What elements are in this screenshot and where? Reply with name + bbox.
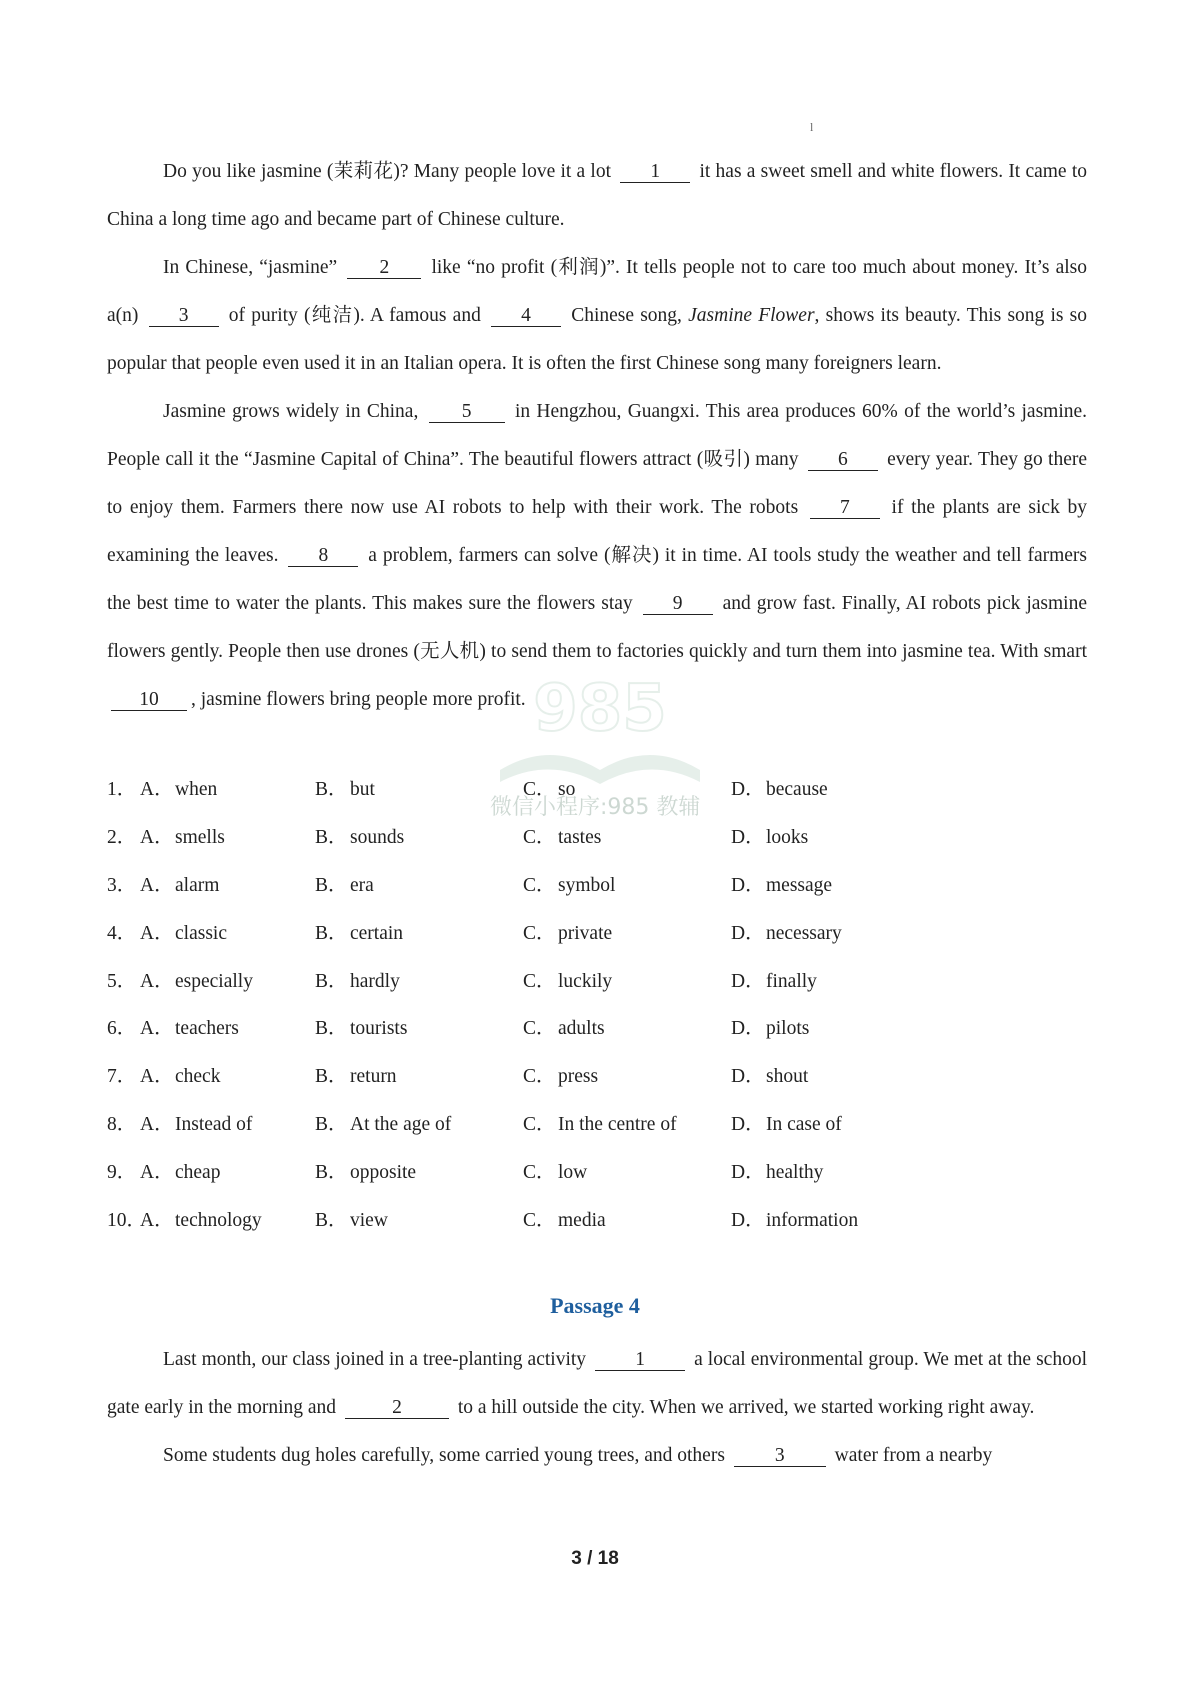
paragraph-1: Do you like jasmine (茉莉花)? Many people love it a lot 1 it has a sweet smell and white flowers. It came to China a long time ago and became part of Chinese culture.	[107, 161, 1087, 230]
question-number: 2．	[107, 826, 137, 848]
option-letter: C．	[523, 1066, 556, 1088]
option-letter: A．	[140, 874, 174, 896]
option-text: low	[558, 1162, 588, 1184]
option-letter: B．	[315, 1018, 348, 1040]
option-letter: D．	[731, 1018, 765, 1040]
blank-9: 9	[643, 594, 713, 615]
option-b	[315, 910, 523, 958]
p4-blank-2: 2	[345, 1398, 449, 1419]
option-d	[731, 910, 939, 958]
option-letter: A．	[140, 970, 174, 992]
passage-4-heading: Passage 4	[550, 1293, 640, 1318]
option-b	[315, 1149, 523, 1197]
paragraph-2: In Chinese, “jasmine” 2 like “no profit (利润)”. It tells people not to care too much about money. It’s also a(n) 3 of purity (纯洁). A famous and 4 Chinese song, Jasmine Flower, shows its beauty. This song is so popular that people even used it in an Italian opera. It is often the first Chinese song many foreigners learn.	[107, 257, 1088, 374]
option-letter: B．	[315, 1210, 348, 1232]
option-c	[523, 958, 731, 1006]
option-d	[731, 862, 939, 910]
option-letter: C．	[523, 1114, 556, 1136]
question-row	[107, 958, 1087, 1006]
option-c	[523, 1149, 731, 1197]
option-text: luckily	[558, 970, 613, 992]
question-row	[107, 1149, 1087, 1197]
question-number: 3．	[107, 874, 137, 896]
option-c	[523, 814, 731, 862]
option-text: technology	[175, 1210, 262, 1232]
option-c	[523, 1197, 731, 1245]
paragraph-4-1: Last month, our class joined in a tree-planting activity 1 a local environmental group. We met at the school gate early in the morning and 2 to a hill outside the city. When we arrived, we started working right away.	[107, 1349, 1088, 1418]
option-letter: C．	[523, 1162, 556, 1184]
option-letter: D．	[731, 1114, 765, 1136]
question-row	[107, 766, 1087, 814]
blank-2: 2	[347, 258, 421, 279]
blank-5: 5	[429, 402, 505, 423]
page-number: 3 / 18	[571, 1548, 619, 1569]
option-text: tourists	[350, 1018, 408, 1040]
option-text: symbol	[558, 874, 616, 896]
option-letter: D．	[731, 922, 765, 944]
option-b	[315, 958, 523, 1006]
passage-4	[107, 1336, 1087, 1480]
option-d	[731, 1149, 939, 1197]
question-row	[107, 910, 1087, 958]
option-letter: A．	[140, 826, 174, 848]
option-b	[315, 1197, 523, 1245]
option-text: alarm	[175, 874, 220, 896]
option-c	[523, 862, 731, 910]
option-text: healthy	[766, 1162, 824, 1184]
option-text: necessary	[766, 922, 842, 944]
blank-3: 3	[149, 306, 219, 327]
option-text: pilots	[766, 1018, 810, 1040]
option-c	[523, 910, 731, 958]
option-text: hardly	[350, 970, 400, 992]
option-letter: C．	[523, 970, 556, 992]
option-letter: B．	[315, 1066, 348, 1088]
option-text: return	[350, 1066, 397, 1088]
option-c	[523, 1053, 731, 1101]
question-number: 7．	[107, 1066, 137, 1088]
question-row	[107, 1005, 1087, 1053]
option-text: press	[558, 1066, 599, 1088]
page-mark: l	[810, 120, 814, 134]
option-text: when	[175, 779, 218, 800]
option-b	[315, 814, 523, 862]
option-text: so	[558, 779, 576, 800]
song-title: Jasmine Flower	[688, 305, 815, 326]
option-letter: B．	[315, 922, 348, 944]
blank-8: 8	[288, 546, 358, 567]
option-b	[315, 1053, 523, 1101]
option-a	[140, 766, 315, 814]
option-text: finally	[766, 970, 817, 992]
question-number: 6．	[107, 1018, 137, 1040]
option-text: view	[350, 1210, 388, 1232]
watermark-text: 微信小程序:985 教辅	[490, 795, 701, 820]
option-d	[731, 1053, 939, 1101]
option-text: In case of	[766, 1114, 842, 1136]
option-c	[523, 766, 731, 814]
watermark-logo-text: 985	[533, 672, 667, 746]
option-letter: A．	[140, 922, 174, 944]
option-a	[140, 862, 315, 910]
option-text: shout	[766, 1066, 809, 1088]
blank-6: 6	[808, 450, 878, 471]
p4-blank-3: 3	[734, 1446, 826, 1467]
option-letter: C．	[523, 1210, 556, 1232]
option-a	[140, 1197, 315, 1245]
option-letter: D．	[731, 1162, 765, 1184]
option-d	[731, 958, 939, 1006]
option-letter: D．	[731, 826, 765, 848]
option-a	[140, 1101, 315, 1149]
option-text: private	[558, 922, 613, 944]
option-b	[315, 862, 523, 910]
question-row	[107, 1101, 1087, 1149]
paragraph-4-2: Some students dug holes carefully, some carried young trees, and others 3 water from a nearby	[163, 1445, 993, 1466]
option-text: sounds	[350, 826, 405, 848]
option-letter: C．	[523, 1018, 556, 1040]
option-letter: C．	[523, 826, 556, 848]
option-a	[140, 958, 315, 1006]
option-letter: D．	[731, 874, 765, 896]
question-row	[107, 1053, 1087, 1101]
option-text: media	[558, 1210, 606, 1232]
option-text: check	[175, 1066, 221, 1088]
option-text: but	[350, 779, 375, 800]
option-letter: A．	[140, 1018, 174, 1040]
option-a	[140, 1005, 315, 1053]
option-letter: C．	[523, 922, 556, 944]
option-c	[523, 1005, 731, 1053]
option-letter: B．	[315, 1114, 348, 1136]
answer-options	[107, 766, 1087, 1245]
question-number: 4．	[107, 922, 137, 944]
option-a	[140, 1149, 315, 1197]
p4-blank-1: 1	[595, 1350, 685, 1371]
option-text: adults	[558, 1018, 605, 1040]
option-c	[523, 1101, 731, 1149]
option-letter: A．	[140, 1162, 174, 1184]
question-number: 5．	[107, 970, 137, 992]
question-row	[107, 1197, 1087, 1245]
blank-1: 1	[620, 162, 690, 183]
question-number: 10．	[107, 1210, 147, 1232]
blank-7: 7	[810, 498, 880, 519]
question-number: 1．	[107, 779, 137, 800]
option-letter: B．	[315, 970, 348, 992]
option-a	[140, 910, 315, 958]
option-d	[731, 1197, 939, 1245]
passage-3	[107, 148, 1087, 724]
question-number: 9．	[107, 1162, 137, 1184]
option-letter: A．	[140, 779, 174, 800]
option-text: smells	[175, 826, 225, 848]
option-letter: D．	[731, 970, 765, 992]
option-text: message	[766, 874, 833, 896]
option-text: cheap	[175, 1162, 221, 1184]
option-text: era	[350, 874, 374, 896]
option-text: In the centre of	[558, 1114, 677, 1136]
option-b	[315, 766, 523, 814]
option-letter: D．	[731, 1210, 765, 1232]
option-d	[731, 766, 939, 814]
option-letter: B．	[315, 1162, 348, 1184]
option-text: tastes	[558, 826, 602, 848]
blank-4: 4	[491, 306, 561, 327]
option-text: because	[766, 779, 828, 800]
option-d	[731, 1101, 939, 1149]
paragraph-3: Jasmine grows widely in China, 5 in Hengzhou, Guangxi. This area produces 60% of the world’s jasmine. People call it the “Jasmine Capital of China”. The beautiful flowers attract (吸引) many 6 every year. They go there to enjoy them. Farmers there now use AI robots to help with their work. The robots 7 if the plants are sick by examining the leaves. 8 a problem, farmers can solve (解决) it in time. AI tools study the weather and tell farmers the best time to water the plants. This makes sure the flowers stay 9 and grow fast. Finally, AI robots pick jasmine flowers gently. People then use drones (无人机) to send them to factories quickly and turn them into jasmine tea. With smart 10 , jasmine flowers bring people more profit.	[107, 401, 1088, 710]
option-text: information	[766, 1210, 859, 1232]
option-a	[140, 814, 315, 862]
option-text: Instead of	[175, 1114, 253, 1136]
option-text: teachers	[175, 1018, 239, 1040]
option-text: At the age of	[350, 1114, 452, 1136]
option-text: classic	[175, 922, 227, 944]
option-letter: A．	[140, 1114, 174, 1136]
option-d	[731, 814, 939, 862]
option-d	[731, 1005, 939, 1053]
option-letter: C．	[523, 874, 556, 896]
option-text: looks	[766, 826, 809, 848]
option-letter: B．	[315, 826, 348, 848]
question-number: 8．	[107, 1114, 137, 1136]
option-a	[140, 1053, 315, 1101]
option-letter: D．	[731, 1066, 765, 1088]
option-text: opposite	[350, 1162, 417, 1184]
blank-10: 10	[111, 690, 187, 711]
option-b	[315, 1005, 523, 1053]
option-letter: A．	[140, 1066, 174, 1088]
question-row	[107, 862, 1087, 910]
option-letter: D．	[731, 779, 765, 800]
option-letter: A．	[140, 1210, 174, 1232]
option-letter: B．	[315, 874, 348, 896]
option-letter: B．	[315, 779, 348, 800]
option-b	[315, 1101, 523, 1149]
option-letter: C．	[523, 779, 556, 800]
question-row	[107, 814, 1087, 862]
option-text: certain	[350, 922, 404, 944]
option-text: especially	[175, 970, 253, 992]
